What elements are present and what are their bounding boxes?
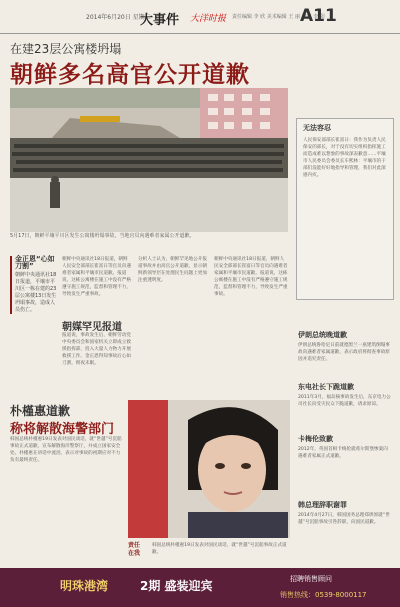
- lead-body-col3: 分析人士认为，朝鲜罕见地公开报道事故并由高官公开道歉，显示朝鲜新领导层在处理民生问题上更加注重透明度。: [138, 257, 207, 283]
- editor-tag: 责任 在我: [128, 542, 141, 557]
- lead-headline: 朝鲜多名高官公开道歉: [10, 62, 250, 88]
- right-block1-text: 伊朗总统鲁哈尼日前就德黑兰一座建筑倒塌事故向遇难者家属道歉，表示政府将彻查事故原因并追究责任。: [298, 343, 390, 362]
- right-block1-title: 伊朗总统晚道歉: [298, 331, 347, 339]
- right-block3-title: 卡梅伦致歉: [298, 435, 333, 443]
- sidebar-box-title: 无法容忍: [303, 124, 331, 132]
- collapse-scene-image: [10, 88, 288, 232]
- lead-photo: [10, 88, 288, 232]
- pull-quote-text: 朝鲜中央通讯社18日报道，平壤市平川区一栋在建的23层公寓楼13日发生坍塌事故，造成人员伤亡。: [15, 272, 57, 313]
- portrait-caption: 韩国总统朴槿惠19日发表对国民谈话，就“世越”号沉船事故正式道歉。: [152, 543, 287, 555]
- paper-logo: 大洋时报: [190, 14, 227, 24]
- editor-credits: 责任编辑 李 欣 美术编辑 王 丽 校对 李 阳: [232, 14, 325, 20]
- right-block4-title: 韩总理辞职谢罪: [298, 501, 347, 509]
- ad-promo: 2期 盛装迎宾: [140, 579, 213, 593]
- section-title: 大事件: [140, 13, 180, 28]
- second-headline: 称将解散海警部门: [10, 422, 115, 437]
- footer-advertisement[interactable]: [0, 568, 400, 607]
- second-body: 韩国总统朴槿惠19日发表对国民谈话，就“世越”号沉船事故正式道歉，宣布解散海洋警察厅，并成立国家安全处。朴槿惠在讲话中流泪，表示对事故的初期应对不力负有最终责任。: [10, 437, 122, 463]
- right-block2-text: 2011年3月，福岛核事故发生后，东京电力公司社长向受灾民众下跪道歉，请求原谅。: [298, 395, 391, 407]
- masthead: [0, 0, 400, 34]
- right-block2-title: 东电社长下跪道歉: [298, 383, 354, 391]
- right-block3-text: 2012年，英国首相卡梅伦就希尔斯堡惨案向遇难者家属正式道歉。: [298, 447, 388, 459]
- lead-kicker: 在建23层公寓楼坍塌: [10, 42, 122, 56]
- lead-body-col2: 报道说，事故发生后，朝鲜劳动党中央委员会和国家机关立即成立救援指挥部，投入大量人力物力开展救援工作。金正恩得知事故后心如刀割，彻夜未眠。: [62, 333, 131, 366]
- portrait-photo: [128, 400, 290, 538]
- portrait-image: [128, 400, 290, 538]
- photo-caption: 5月17日，朝鲜平壤平川区发生公寓楼坍塌事故，当地官员向遇难者家属公开道歉。: [10, 233, 195, 239]
- ad-sales-label: 招聘销售顾问: [290, 575, 332, 583]
- right-block4-text: 2014年4月27日，韩国国务总理郑烘原就“世越”号沉船事故引咎辞职，向国民道歉。: [298, 513, 390, 525]
- issue-date: 2014年6月20日 星期二: [86, 14, 151, 21]
- ad-brand: 明珠港湾: [60, 579, 109, 593]
- page-number: A11: [300, 6, 337, 26]
- sidebar-quote-box: [296, 118, 394, 300]
- lead-body-col4: 朝鲜中央通讯社18日报道，朝鲜人民安全部部长崔富日等官员向遇难者家属和平壤市民道歉。报道说，这栋公寓楼在施工中没有严格遵守施工规范，监督和管理不力，导致发生严重事故。: [214, 257, 288, 297]
- sidebar-box-text: 人民保安部部长崔富日：我作为负责人民保安的部长，对于没有切实组织指挥施工而造成难以想象的事故深表歉意……平壤市人民委员会委员长车熙林：平壤市的干部们没能好好地指导和管理，我们对此深感内疚。: [303, 138, 386, 178]
- pull-quote-title: 金正恩“心如刀割”: [15, 255, 55, 270]
- pull-quote-box: [10, 256, 59, 314]
- second-kicker: 朴槿惠道歉: [10, 404, 71, 418]
- lead-subhead: 朝媒罕见报道: [62, 322, 122, 333]
- lead-body-col1: 朝鲜中央通讯社18日报道，朝鲜人民安全部部长崔富日等官员向遇难者家属和平壤市民道歉。报道说，这栋公寓楼在施工中没有严格遵守施工规范，监督和管理不力，导致发生严重事故。: [62, 257, 131, 297]
- ad-phone: 销售热线：0539-8000117: [280, 591, 367, 599]
